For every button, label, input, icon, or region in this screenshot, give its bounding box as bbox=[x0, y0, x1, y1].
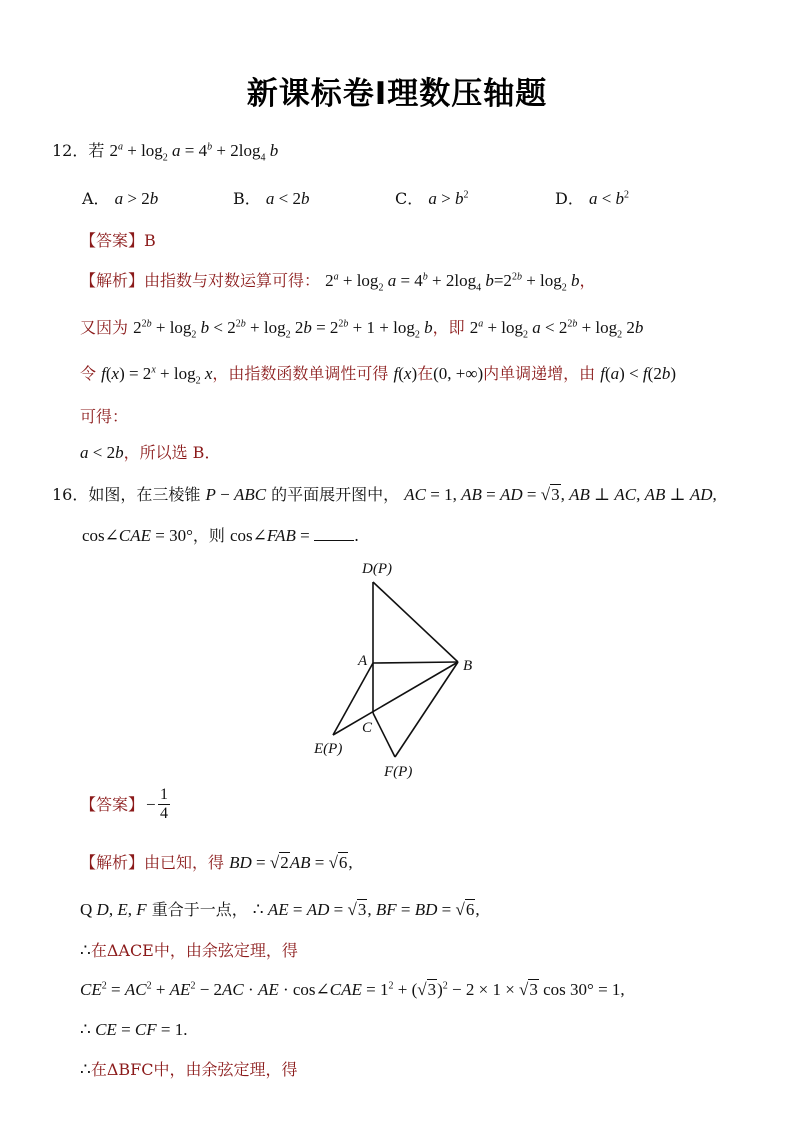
q12-analysis-line-2: 又因为 $2^{2b} + \log_2 b < 2^{2b} + \log_2 2b = 2^{2b} + 1 + \log_2 b$，即 $2^a + \log_2 a < 2^{2b} + \log_2 2b$ bbox=[80, 318, 644, 341]
q12-analysis-line-4: 可得： bbox=[80, 407, 129, 426]
q12-answer-value: B bbox=[144, 231, 156, 250]
q16-stem-line-2: cos∠CAE = 30°，则 cos∠FAB = . bbox=[82, 526, 360, 545]
label-E: E(P) bbox=[314, 741, 343, 757]
label-F: F(P) bbox=[384, 764, 413, 780]
figure-lines bbox=[333, 582, 458, 757]
q12-analysis-line-5: a < 2b，所以选 B． bbox=[80, 443, 221, 462]
q12-stem-prefix: 若 bbox=[88, 141, 105, 160]
segment-DB bbox=[373, 582, 458, 662]
q12-option-b[interactable]: B． a < 2b bbox=[233, 189, 310, 208]
q12-option-c[interactable]: C． $a > b^2$ bbox=[395, 189, 469, 208]
q12-stem bbox=[52, 138, 278, 163]
q16-answer: 【答案】 − $\frac{1}{4}$ bbox=[80, 786, 168, 822]
segment-CF bbox=[373, 713, 395, 757]
q16-analysis-line-3: ∴在ΔACE中，由余弦定理，得 bbox=[80, 941, 298, 960]
page-title: 新课标卷Ⅰ理数压轴题 bbox=[246, 76, 548, 112]
label-D: D(P) bbox=[362, 561, 392, 577]
q16-analysis-line-6: ∴在ΔBFC中，由余弦定理，得 bbox=[80, 1060, 298, 1079]
segment-EB bbox=[333, 662, 458, 735]
q16-answer-fraction: $\frac{1}{4}$ bbox=[160, 786, 168, 822]
label-A: A bbox=[358, 653, 368, 669]
q16-analysis-line-5: ∴ CE = CF = 1. bbox=[80, 1020, 188, 1039]
label-C: C bbox=[362, 720, 373, 736]
q16-analysis-line-1: 【解析】由已知，得 BD = √2AB = √6, bbox=[80, 853, 353, 872]
q12-option-a[interactable]: A． a > 2b bbox=[82, 189, 159, 208]
q16-analysis-line-2: Q D, E, F 重合于一点， ∴ AE = AD = √3, BF = BD = √6, bbox=[80, 900, 480, 919]
q12-option-d[interactable]: D． $a < b^2$ bbox=[555, 189, 630, 208]
q12-analysis-line-3: 令 $f(x) = 2^x + \log_2 x$，由指数函数单调性可得 f(x)在(0, +∞)内单调递增，由 f(a) < f(2b) bbox=[80, 364, 676, 387]
segment-AB bbox=[373, 662, 458, 663]
q16-stem-line-1: 16．如图，在三棱锥 P − ABC 的平面展开图中， AC = 1, AB = AD = √3, AB ⊥ AC, AB ⊥ AD, bbox=[52, 485, 717, 504]
label-B: B bbox=[463, 658, 473, 674]
q12-answer: 【答案】B bbox=[80, 231, 156, 250]
q12-equation: $2^a + \log_2 a = 4^b + 2\log_4$ b bbox=[109, 141, 279, 164]
answer-blank[interactable] bbox=[314, 526, 354, 541]
q12-number: 12． bbox=[52, 141, 89, 160]
q12-analysis-line-1: 【解析】由指数与对数运算可得： $2^a + \log_2 a = 4^b + 2\log_4$ $b=2^{2b} + \log_2 b$， bbox=[80, 271, 596, 294]
segment-FB bbox=[395, 662, 458, 757]
q16-net-figure bbox=[300, 555, 500, 780]
q16-number: 16． bbox=[52, 485, 89, 504]
q16-analysis-line-4: $CE^2 = AC^2 + AE^2 - 2AC$ · AE · cos∠CAE = $1^2 + (√3)^2 - 2 \times 1 \times √3$ cos 30° = 1, bbox=[80, 980, 625, 999]
